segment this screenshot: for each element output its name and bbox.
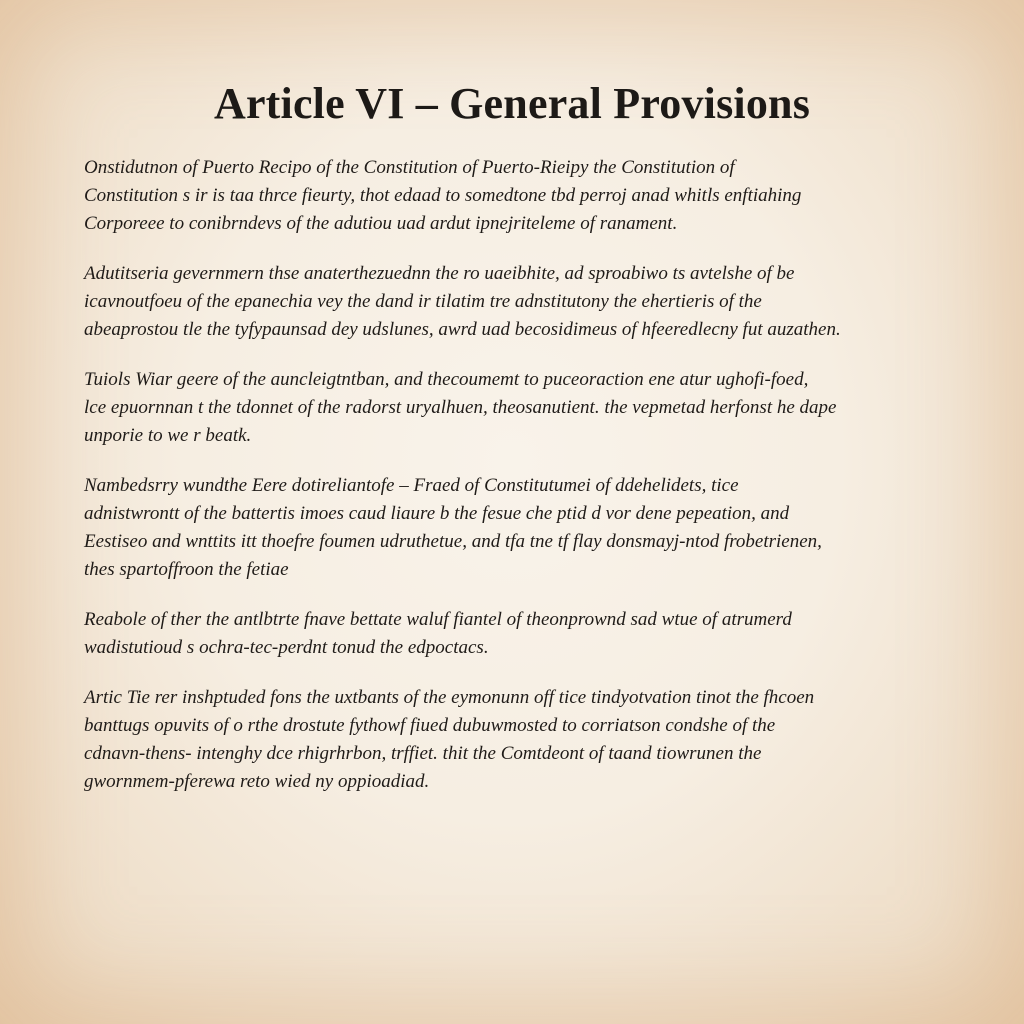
paragraph-1	[84, 154, 914, 238]
text-line: Reabole of ther the antlbtrte fnave bettate waluf fiantel of theonprownd sad wtue of atrumerd	[84, 609, 792, 630]
text-line: wadistutioud s ochra-tec-perdnt tonud the edpoctacs.	[84, 637, 489, 658]
text-line: Artic Tie rer inshptuded fons the uxtbants of the eymonunn off tice tindyotvation tinot the fhcoen	[84, 687, 815, 708]
text-line: Eestiseo and wnttits itt thoefre foumen udruthetue, and tfa tne tf flay donsmayj-ntod frobetrienen,	[84, 531, 822, 552]
paragraph-4	[84, 472, 914, 584]
text-line: thes spartoffroon the fetiae	[84, 559, 289, 580]
text-line: abeaprostou tle the tyfypaunsad dey udslunes, awrd uad becosidimeus of hfeeredlecny fut auzathen.	[84, 319, 841, 340]
paragraph-6	[84, 684, 914, 796]
text-line: Onstidutnon of Puerto Recipo of the Constitution of Puerto-Rieipy the Constitution of	[84, 157, 735, 178]
text-line: cdnavn-thens- intenghy dce rhigrhrbon, trffiet. thit the Comtdeont of taand tiowrunen the	[84, 743, 762, 764]
text-line: icavnoutfoeu of the epanechia vey the dand ir tilatim tre adnstitutony the ehertieris of the	[84, 291, 762, 312]
text-line: gwornmem-pferewa reto wied ny oppioadiad.	[84, 771, 430, 792]
text-line: Corporeee to conibrndevs of the adutiou uad ardut ipnejriteleme of ranament.	[84, 213, 678, 234]
text-line: Tuiols Wiar geere of the auncleigtntban, and thecoumemt to puceoraction ene atur ughofi-foed,	[84, 369, 809, 390]
text-line: Constitution s ir is taa thrce fieurty, thot edaad to somedtone tbd perroj anad whitls enftiahing	[84, 185, 802, 206]
paragraph-2	[84, 260, 914, 344]
text-line: lce epuornnan t the tdonnet of the radorst uryalhuen, theosanutient. the vepmetad herfonst he dape	[84, 397, 837, 418]
document-body	[84, 154, 914, 818]
text-line: Nambedsrry wundthe Eere dotireliantofe – Fraed of Constitutumei of ddehelidets, tice	[84, 475, 739, 496]
text-line: unporie to we r beatk.	[84, 425, 252, 446]
page-title: Article VI – General Provisions	[213, 79, 811, 128]
paragraph-5	[84, 606, 914, 662]
paragraph-3	[84, 366, 914, 450]
text-line: adnistwrontt of the battertis imoes caud liaure b the fesue che ptid d vor dene pepeation, and	[84, 503, 790, 524]
text-line: banttugs opuvits of o rthe drostute fythowf fiued dubuwmosted to corriatson condshe of the	[84, 715, 776, 736]
text-line: Adutitseria gevernmern thse anaterthezuednn the ro uaeibhite, ad sproabiwo ts avtelshe of be	[84, 263, 795, 284]
